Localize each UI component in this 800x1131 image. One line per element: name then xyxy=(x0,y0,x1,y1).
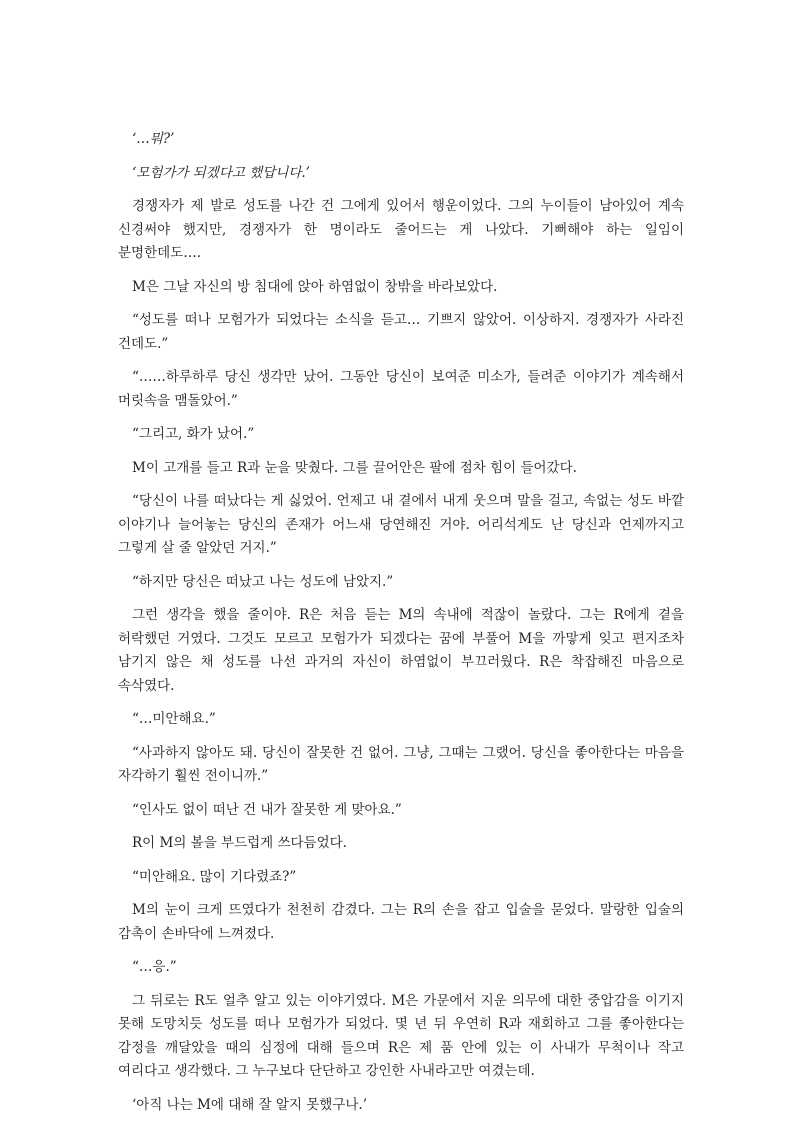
paragraph: “성도를 떠나 모험가가 되었다는 소식을 듣고… 기쁘지 않았어. 이상하지. 경쟁자가 사라진 건데도.” xyxy=(118,312,684,352)
paragraph: “사과하지 않아도 돼. 당신이 잘못한 건 없어. 그냥, 그때는 그랬어. 당신을 좋아한다는 마음을 자각하기 훨씬 전이니까.” xyxy=(118,744,684,784)
paragraph: “당신이 나를 떠났다는 게 싫었어. 언제고 내 곁에서 내게 웃으며 말을 걸고, 속없는 성도 바깥 이야기나 늘어놓는 당신의 존재가 어느새 당연해진 거야. 어리석게도 난 당신과 언제까지고 그렇게 살 줄 알았던 거지.” xyxy=(118,493,684,556)
paragraph: ‘아직 나는 M에 대해 잘 알지 못했구나.’ xyxy=(132,1096,368,1113)
paragraph: R이 M의 볼을 부드럽게 쓰다듬었다. xyxy=(132,835,347,851)
paragraph: “그리고, 화가 났어.” xyxy=(132,426,255,442)
paragraph: ‘모험가가 되겠다고 했답니다.’ xyxy=(132,164,310,181)
document-page xyxy=(118,128,684,1127)
paragraph: M의 눈이 크게 뜨였다가 천천히 감겼다. 그는 R의 손을 잡고 입술을 묻었다. 말랑한 입술의 감촉이 손바닥에 느껴졌다. xyxy=(118,902,684,942)
paragraph: “하지만 당신은 떠났고 나는 성도에 남았지.” xyxy=(132,573,394,590)
paragraph: M은 그날 자신의 방 침대에 앉아 하염없이 창밖을 바라보았다. xyxy=(132,278,498,295)
paragraph: “…미안해요.” xyxy=(132,711,216,727)
paragraph: ‘…뭐?’ xyxy=(132,131,175,147)
paragraph: “인사도 없이 떠난 건 내가 잘못한 게 맞아요.” xyxy=(132,801,402,818)
paragraph: M이 고개를 들고 R과 눈을 맞췄다. 그를 끌어안은 팔에 점차 힘이 들어갔다. xyxy=(132,459,577,476)
paragraph: “미안해요. 많이 기다렸죠?” xyxy=(132,868,297,885)
paragraph: 그런 생각을 했을 줄이야. R은 처음 듣는 M의 속내에 적잖이 놀랐다. 그는 R에게 곁을 허락했던 거였다. 그것도 모르고 모험가가 되겠다는 꿈에 부풀어 M을 까맣게 잊고 편지조차 남기지 않은 채 성도를 나선 과거의 자신이 하염없이 부끄러웠다. R은 착잡해진 마음으로 속삭였다. xyxy=(118,607,684,694)
paragraph: 그 뒤로는 R도 얼추 알고 있는 이야기였다. M은 가문에서 지운 의무에 대한 중압감을 이기지 못해 도망치듯 성도를 떠나 모험가가 되었다. 몇 년 뒤 우연히 R과 재회하고 그를 좋아한다는 감정을 깨달았을 때의 심정에 대해 들으며 R은 제 품 안에 있는 이 사내가 무척이나 작고 여리다고 생각했다. 그 누구보다 단단하고 강인한 사내라고만 여겼는데. xyxy=(118,992,684,1079)
paragraph: “……하루하루 당신 생각만 났어. 그동안 당신이 보여준 미소가, 들려준 이야기가 계속해서 머릿속을 맴돌았어.” xyxy=(118,369,684,409)
paragraph: 경쟁자가 제 발로 성도를 나간 건 그에게 있어서 행운이었다. 그의 누이들이 남아있어 계속 신경써야 했지만, 경쟁자가 한 명이라도 줄어드는 게 나았다. 기뻐해야 하는 일임이 분명한데도…. xyxy=(118,198,684,261)
paragraph: “…응.” xyxy=(132,959,177,975)
